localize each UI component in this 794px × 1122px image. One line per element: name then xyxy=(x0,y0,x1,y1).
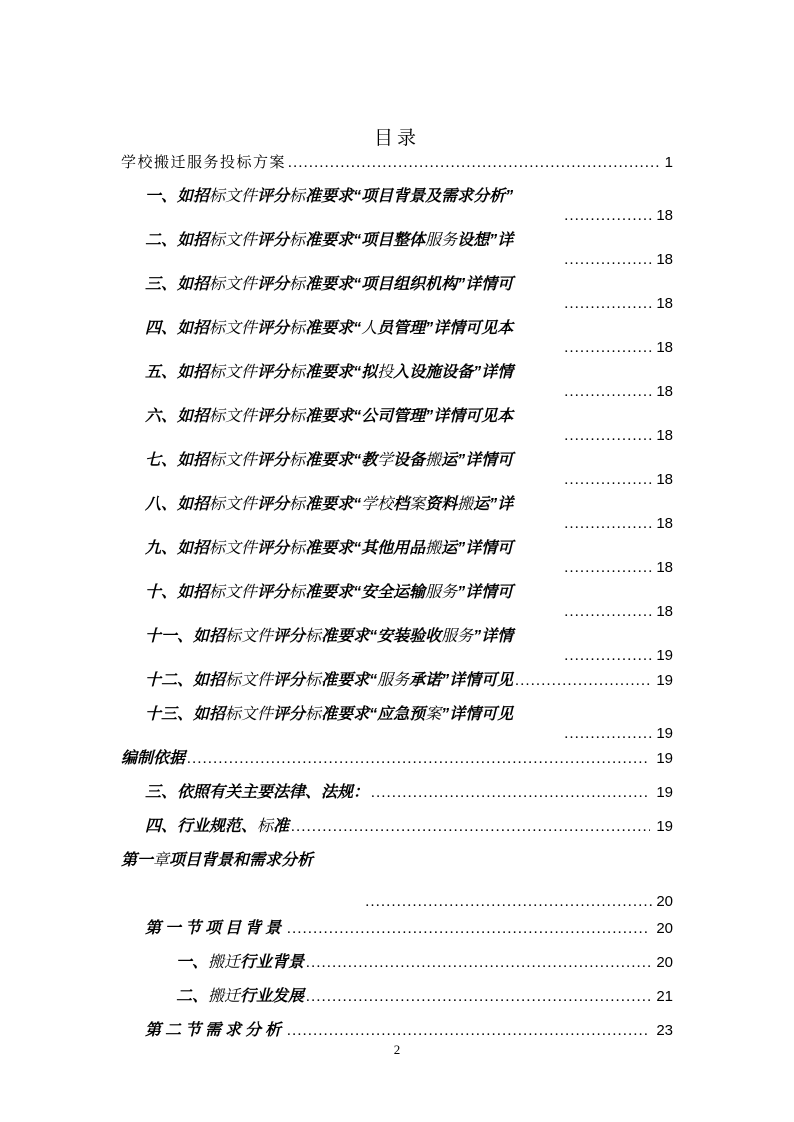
toc-entry-label xyxy=(145,627,673,647)
toc-entry[interactable] xyxy=(121,705,673,743)
toc-entry-text: 入设施设备”详情 xyxy=(393,364,514,381)
toc-entry-label xyxy=(145,231,673,251)
toc-entry-text: 评分 xyxy=(257,188,290,205)
toc-entry-text: 八、如招 xyxy=(145,496,210,513)
toc-entry-text: 十二、如招 xyxy=(145,672,226,689)
toc-page-number: 1 xyxy=(664,154,673,171)
toc-page-number: 18 xyxy=(656,559,673,576)
toc-entry-text: 运”详 xyxy=(473,496,514,513)
toc-entry-text: 十一、如招 xyxy=(145,628,226,645)
toc-entry[interactable] xyxy=(121,783,673,803)
toc-entry-leader-line xyxy=(145,471,673,489)
toc-entry-label xyxy=(145,1021,285,1041)
toc-entry-text: 标 xyxy=(289,364,306,381)
toc-entry-label xyxy=(145,539,673,559)
toc-entry-text: 标文件 xyxy=(225,628,274,645)
toc-entry-text: 标文件 xyxy=(209,232,258,249)
toc-entry-text: 准 xyxy=(273,818,290,835)
toc-page-number: 19 xyxy=(656,818,673,835)
toc-entry-text: 准要求“项目组织机构”详情可 xyxy=(305,276,514,293)
toc-entry[interactable] xyxy=(121,851,673,871)
toc-page-number: 18 xyxy=(656,383,673,400)
toc-page-number: 19 xyxy=(656,672,673,689)
toc-entry-text: 二、如招 xyxy=(145,232,210,249)
toc-entry-text: 准要求“应急预 xyxy=(321,706,426,723)
toc-entry-text: 资料 xyxy=(425,496,458,513)
toc-entry-text: ”详情可见 xyxy=(441,706,514,723)
toc-entry[interactable] xyxy=(121,583,673,621)
toc-entry-label xyxy=(145,319,673,339)
toc-entry-text: 准要求“ xyxy=(305,320,362,337)
toc-entry-text: 五、如招 xyxy=(145,364,210,381)
dot-leader xyxy=(291,817,650,837)
toc-page-number: 18 xyxy=(656,295,673,312)
toc-entry[interactable] xyxy=(121,671,673,691)
toc-page-number: 20 xyxy=(656,954,673,971)
toc-entry-text: 十三、如招 xyxy=(145,706,226,723)
dot-leader xyxy=(515,671,650,691)
toc-page-number: 18 xyxy=(656,427,673,444)
toc-entry[interactable] xyxy=(121,919,673,939)
toc-entry-text: 投 xyxy=(377,364,394,381)
toc-entry-text: 标文件 xyxy=(209,364,258,381)
toc-entry-leader-line xyxy=(145,383,673,401)
toc-page-number: 18 xyxy=(656,251,673,268)
toc-entry-label xyxy=(145,187,673,207)
toc-entry-text: 服务 xyxy=(377,672,410,689)
toc-page-number: 18 xyxy=(656,471,673,488)
dot-leader xyxy=(564,560,652,577)
toc-page-number: 19 xyxy=(656,647,673,664)
dot-leader xyxy=(306,987,650,1007)
toc-entry-leader-line xyxy=(145,515,673,533)
toc-entry-label xyxy=(145,583,673,603)
toc-entry-leader-line xyxy=(145,725,673,743)
toc-entry-label xyxy=(145,919,285,939)
toc-entry-text: 标 xyxy=(305,706,322,723)
toc-entry-text: 标 xyxy=(289,188,306,205)
toc-entry-text: 准要求“其他用品 xyxy=(305,540,426,557)
toc-entry-text: 标文件 xyxy=(209,276,258,293)
toc-entry-text: 评分 xyxy=(257,364,290,381)
toc-entry-text: 三、依照有关主要法律、法规： xyxy=(145,784,370,801)
toc-entry-text: 人 xyxy=(361,320,378,337)
toc-entry-text: 标文件 xyxy=(209,188,258,205)
toc-entry[interactable] xyxy=(121,231,673,269)
toc-entry-text: 七、如招 xyxy=(145,452,210,469)
toc-page-number: 19 xyxy=(656,784,673,801)
dot-leader xyxy=(564,208,652,225)
toc-entry-text: 四、如招 xyxy=(145,320,210,337)
toc-entry-text: 评分 xyxy=(257,320,290,337)
toc-entry-label xyxy=(176,987,304,1007)
toc-entry-leader-line xyxy=(145,295,673,313)
toc-entry[interactable] xyxy=(121,953,673,973)
toc-entry-text: 运”详情可 xyxy=(441,540,514,557)
toc-entry-text: 评分 xyxy=(273,706,306,723)
dot-leader xyxy=(564,340,652,357)
dot-leader xyxy=(187,749,650,769)
toc-entry-leader-line xyxy=(145,559,673,577)
toc-entry-text: 案 xyxy=(409,496,426,513)
toc-entry-label xyxy=(121,851,673,871)
toc-page-number: 18 xyxy=(656,603,673,620)
dot-leader xyxy=(564,428,652,445)
page-number-footer: 2 xyxy=(393,1042,401,1057)
toc-entry-text: 设备 xyxy=(393,452,426,469)
toc-entries xyxy=(121,153,673,1041)
toc-entry-leader-line xyxy=(145,427,673,445)
toc-page-number: 23 xyxy=(656,1022,673,1039)
toc-entry-text: 搬迁 xyxy=(208,988,241,1005)
toc-entry-text: 标 xyxy=(289,496,306,513)
toc-entry-text: 评分 xyxy=(257,496,290,513)
toc-entry-text: 行业发展 xyxy=(240,988,305,1005)
toc-entry-label xyxy=(145,451,673,471)
toc-entry[interactable] xyxy=(121,749,673,769)
toc-entry-label xyxy=(145,783,369,803)
toc-entry-label xyxy=(145,275,673,295)
toc-entry-label xyxy=(145,671,513,691)
toc-entry-text: 标文件 xyxy=(209,496,258,513)
toc-entry-text: 一、如招 xyxy=(145,188,210,205)
toc-page-number: 19 xyxy=(656,725,673,742)
toc-entry[interactable] xyxy=(121,495,673,533)
toc-entry-text: 标文件 xyxy=(209,540,258,557)
dot-leader xyxy=(564,296,652,313)
toc-entry[interactable] xyxy=(121,187,673,225)
toc-entry[interactable] xyxy=(121,817,673,837)
dot-leader xyxy=(564,384,652,401)
toc-entry-text: 承诺”详情可见 xyxy=(409,672,514,689)
toc-entry-text: 准要求“教 xyxy=(305,452,378,469)
dot-leader xyxy=(371,783,650,803)
toc-entry-text: 评分 xyxy=(257,276,290,293)
dot-leader xyxy=(564,648,652,665)
toc-entry-label xyxy=(121,153,286,173)
toc-page-number: 18 xyxy=(656,207,673,224)
toc-entry[interactable] xyxy=(121,1021,673,1041)
toc-entry-text: 标 xyxy=(305,672,322,689)
toc-entry-text: 标 xyxy=(289,232,306,249)
toc-entry-text: 搬 xyxy=(457,496,474,513)
toc-entry-text: 服务 xyxy=(425,584,458,601)
toc-entry-leader-line xyxy=(145,207,673,225)
toc-entry-text: 标 xyxy=(289,540,306,557)
toc-page-number: 20 xyxy=(656,893,673,910)
toc-entry-leader-line xyxy=(145,647,673,665)
dot-leader xyxy=(288,153,659,173)
toc-entry-text: 准要求“ xyxy=(305,496,362,513)
toc-page-number: 19 xyxy=(656,750,673,767)
toc-entry-text: 编制依据 xyxy=(121,750,186,767)
toc-entry-text: 六、如招 xyxy=(145,408,210,425)
dot-leader xyxy=(564,726,652,743)
toc-entry-text: ”详情可 xyxy=(457,584,514,601)
toc-entry[interactable] xyxy=(121,153,673,173)
toc-page-number: 21 xyxy=(656,988,673,1005)
toc-entry-leader-line xyxy=(145,339,673,357)
toc-entry-text: 学 xyxy=(377,452,394,469)
toc-entry-text: 标文件 xyxy=(225,706,274,723)
toc-entry[interactable] xyxy=(121,987,673,1007)
toc-entry-text: 案 xyxy=(425,706,442,723)
toc-entry-text: 设想”详 xyxy=(457,232,514,249)
toc-entry-text: 准要求“项目背景及需求分析” xyxy=(305,188,514,205)
toc-entry-text: 标 xyxy=(289,276,306,293)
toc-entry-text: 第一 xyxy=(121,852,154,869)
toc-entry-text: 标文件 xyxy=(209,452,258,469)
toc-entry-text: 四、行业规范、 xyxy=(145,818,258,835)
toc-entry-text: 标 xyxy=(257,818,274,835)
dot-leader xyxy=(564,472,652,489)
dot-leader xyxy=(287,1021,650,1041)
toc-entry xyxy=(121,893,673,911)
toc-entry-label xyxy=(121,749,185,769)
toc-entry-text: 准要求“安装验收 xyxy=(321,628,442,645)
toc-entry-text: 档 xyxy=(393,496,410,513)
toc-entry[interactable] xyxy=(121,627,673,665)
toc-page-number: 18 xyxy=(656,339,673,356)
toc-entry-leader-line xyxy=(145,603,673,621)
dot-leader xyxy=(564,252,652,269)
toc-entry-text: 评分 xyxy=(257,584,290,601)
toc-entry-text: 搬迁 xyxy=(208,954,241,971)
toc-entry-label xyxy=(145,407,673,427)
toc-entry-text: 九、如招 xyxy=(145,540,210,557)
toc-entry-text: 标 xyxy=(289,452,306,469)
dot-leader xyxy=(564,516,652,533)
toc-entry-text: 学校搬迁服务投标方案 xyxy=(121,155,287,171)
toc-entry-text: 搬 xyxy=(425,452,442,469)
toc-entry-text: 搬 xyxy=(425,540,442,557)
toc-entry[interactable] xyxy=(121,451,673,489)
toc-entry-leader-line xyxy=(121,893,673,911)
toc-entry[interactable] xyxy=(121,275,673,313)
toc-entry-text: 标 xyxy=(289,408,306,425)
toc-entry-text: 标文件 xyxy=(209,408,258,425)
toc-entry-text: 十、如招 xyxy=(145,584,210,601)
toc-entry-text: 评分 xyxy=(273,672,306,689)
toc-entry-text: 标 xyxy=(289,584,306,601)
dot-leader xyxy=(287,919,650,939)
toc-page-number: 18 xyxy=(656,515,673,532)
toc-entry-text: 第一节项目背景 xyxy=(145,920,286,937)
toc-entry-text: 员管理”详情可见本 xyxy=(377,320,514,337)
dot-leader xyxy=(564,604,652,621)
toc-entry-text: 标 xyxy=(305,628,322,645)
toc-entry-text: 三、如招 xyxy=(145,276,210,293)
toc-entry-label xyxy=(145,705,673,725)
toc-entry-text: 标文件 xyxy=(209,584,258,601)
toc-entry-label xyxy=(145,495,673,515)
toc-entry-text: 准要求“项目整体 xyxy=(305,232,426,249)
toc-entry-text: 学校 xyxy=(361,496,394,513)
toc-entry-text: 行业背景 xyxy=(240,954,305,971)
toc-entry-text: 评分 xyxy=(257,452,290,469)
toc-entry-text: 服务 xyxy=(425,232,458,249)
toc-entry-text: 评分 xyxy=(257,408,290,425)
toc-entry-text: 一、 xyxy=(176,954,209,971)
toc-entry-text: 评分 xyxy=(257,540,290,557)
toc-entry[interactable] xyxy=(121,363,673,401)
toc-entry-text: 标 xyxy=(289,320,306,337)
toc-entry-text: 第二节需求分析 xyxy=(145,1022,286,1039)
toc-entry-text: 服务 xyxy=(441,628,474,645)
toc-entry-text: 准要求“拟 xyxy=(305,364,378,381)
toc-entry-label xyxy=(145,817,289,837)
toc-entry[interactable] xyxy=(121,319,673,357)
toc-entry-text: 章 xyxy=(153,852,170,869)
toc-title: 目录 xyxy=(373,128,420,149)
toc-entry-text: 项目背景和需求分析 xyxy=(169,852,314,869)
toc-entry-text: 评分 xyxy=(273,628,306,645)
dot-leader xyxy=(306,953,650,973)
toc-entry-text: ”详情 xyxy=(473,628,514,645)
toc-entry-text: 评分 xyxy=(257,232,290,249)
toc-entry-text: 准要求“安全运输 xyxy=(305,584,426,601)
toc-entry-text: 准要求“公司管理”详情可见本 xyxy=(305,408,514,425)
toc-entry-text: 准要求“ xyxy=(321,672,378,689)
toc-entry-label xyxy=(145,363,673,383)
dot-leader xyxy=(365,894,652,911)
toc-entry-leader-line xyxy=(145,251,673,269)
toc-entry[interactable] xyxy=(121,539,673,577)
toc-page-number: 20 xyxy=(656,920,673,937)
toc-entry-text: 标文件 xyxy=(225,672,274,689)
toc-entry-text: 标文件 xyxy=(209,320,258,337)
toc-entry[interactable] xyxy=(121,407,673,445)
toc-entry-text: 二、 xyxy=(176,988,209,1005)
toc-entry-label xyxy=(176,953,304,973)
toc-entry-text: 运”详情可 xyxy=(441,452,514,469)
